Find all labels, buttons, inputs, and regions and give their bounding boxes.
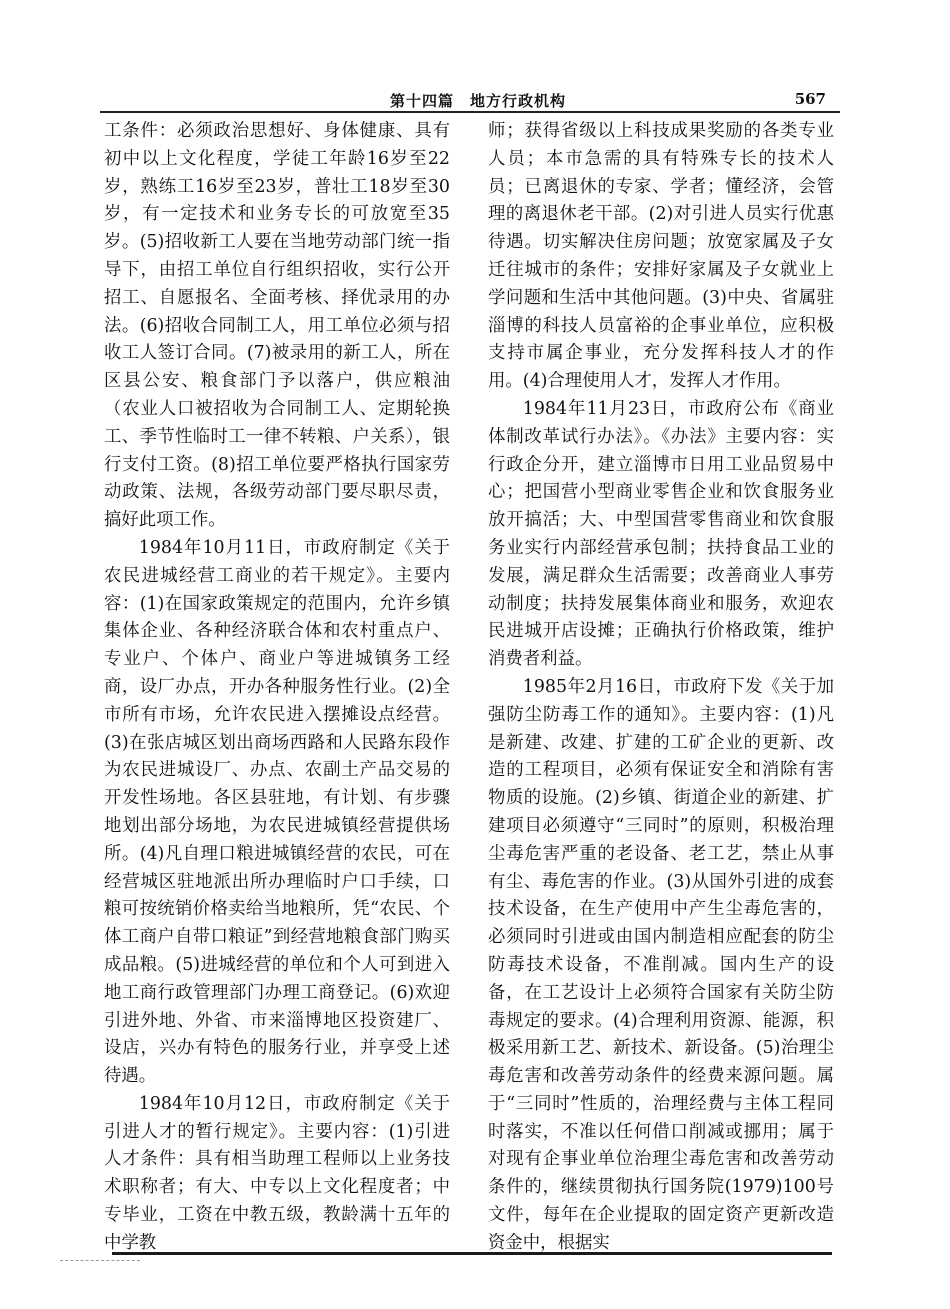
paragraph-dust-toxin-prevention: 1985年2月16日，市政府下发《关于加强防尘防毒工作的通知》。主要内容：(1)凡是新建、改建、扩建的工矿企业的更新、改造的工程项目，必须有保证安全和消除有害物质的设施。(2)乡镇、街道企业的新建、扩建项目必须遵守“三同时”的原则，积极治理尘毒危害严重的老设备、老工艺，禁止从事有尘、毒危害的作业。(3)从国外引进的成套技术设备，在生产使用中产生尘毒危害的，必须同时引进或由国内制造相应配套的防尘防毒技术设备，不准削减。国内生产的设备，在工艺设计上必须符合国家有关防尘防毒规定的要求。(4)合理利用资源、能源，积极采用新工艺、新技术、新设备。(5)治理尘毒危害和改善劳动条件的经费来源问题。属于“三同时”性质的，治理经费与主体工程同时落实，不准以任何借口削减或挪用；属于对现有企事业单位治理尘毒危害和改善劳动条件的，继续贯彻执行国务院(1979)100号文件，每年在企业提取的固定资产更新改造资金中，根据实: [488, 676, 834, 1253]
paragraph-continuation: 工条件：必须政治思想好、身体健康、具有初中以上文化程度，学徒工年龄16岁至22岁，熟练工16岁至23岁，普壮工18岁至30岁，有一定技术和业务专长的可放宽至35岁。(5)招收新工人要在当地劳动部门统一指导下，由招工单位自行组织招收，实行公开招工、自愿报名、全面考核、择优录用的办法。(6)招收合同制工人，用工单位必须与招收工人签订合同。(7)被录用的新工人，所在区县公安、粮食部门予以落户，供应粮油（农业人口被招收为合同制工人、定期轮换工、季节性临时工一律不转粮、户关系），银行支付工资。(8)招工单位要严格执行国家劳动政策、法规，各级劳动部门要尽职尽责，搞好此项工作。: [104, 121, 450, 531]
paragraph-peasant-business-rules: 1984年10月11日，市政府制定《关于农民进城经营工商业的若干规定》。主要内容：(1)在国家政策规定的范围内，允许乡镇集体企业、各种经济联合体和农村重点户、专业户、个体户、商业户等进城镇务工经商，设厂办点，开办各种服务性行业。(2)全市所有市场，允许农民进入摆摊设点经营。(3)在张店城区划出商场西路和人民路东段作为农民进城设厂、办点、农副土产品交易的开发性场地。各区县驻地，有计划、有步骤地划出部分场地，为农民进城镇经营提供场所。(4)凡自理口粮进城镇经营的农民，可在经营城区驻地派出所办理临时户口手续，口粮可按统销价格卖给当地粮所，凭“农民、个体工商户自带口粮证”到经营地粮食部门购买成品粮。(5)进城经营的单位和个人可到进入地工商行政管理部门办理工商登记。(6)欢迎引进外地、外省、市来淄博地区投资建厂、设店，兴办有特色的服务行业，并享受上述待遇。: [104, 537, 450, 1087]
right-column: [488, 118, 834, 1258]
scan-artifact-line: [60, 1260, 140, 1261]
header-rule: [100, 111, 840, 113]
footer-rule: [112, 1252, 832, 1255]
page-header: [100, 82, 840, 108]
paragraph-commerce-reform: 1984年11月23日，市政府公布《商业体制改革试行办法》。《办法》主要内容：实行政企分开，建立淄博市日用工业品贸易中心；把国营小型商业零售企业和饮食服务业放开搞活；大、中型国营零售商业和饮食服务业实行内部经营承包制；扶持食品工业的发展，满足群众生活需要；改善商业人事劳动制度；扶持发展集体商业和服务，欢迎农民进城开店设摊；正确执行价格政策，维护消费者利益。: [488, 398, 834, 670]
page-number: 567: [794, 90, 826, 108]
paragraph-talent-introduction: 1984年10月12日，市政府制定《关于引进人才的暂行规定》。主要内容：(1)引进人才条件：具有相当助理工程师以上业务技术职称者；有大、中专以上文化程度者；中专毕业，工资在中教五级，教龄满十五年的中学教: [104, 1093, 450, 1253]
left-column: [104, 118, 450, 1258]
paragraph-continuation: 师；获得省级以上科技成果奖励的各类专业人员；本市急需的具有特殊专长的技术人员；已离退休的专家、学者；懂经济，会管理的离退休老干部。(2)对引进人员实行优惠待遇。切实解决住房问题；放宽家属及子女迁往城市的条件；安排好家属及子女就业上学问题和生活中其他问题。(3)中央、省属驻淄博的科技人员富裕的企事业单位，应积极支持市属企事业，充分发挥科技人才的作用。(4)合理使用人才，发挥人才作用。: [488, 121, 834, 392]
chapter-title: 第十四篇 地方行政机构: [390, 92, 567, 110]
